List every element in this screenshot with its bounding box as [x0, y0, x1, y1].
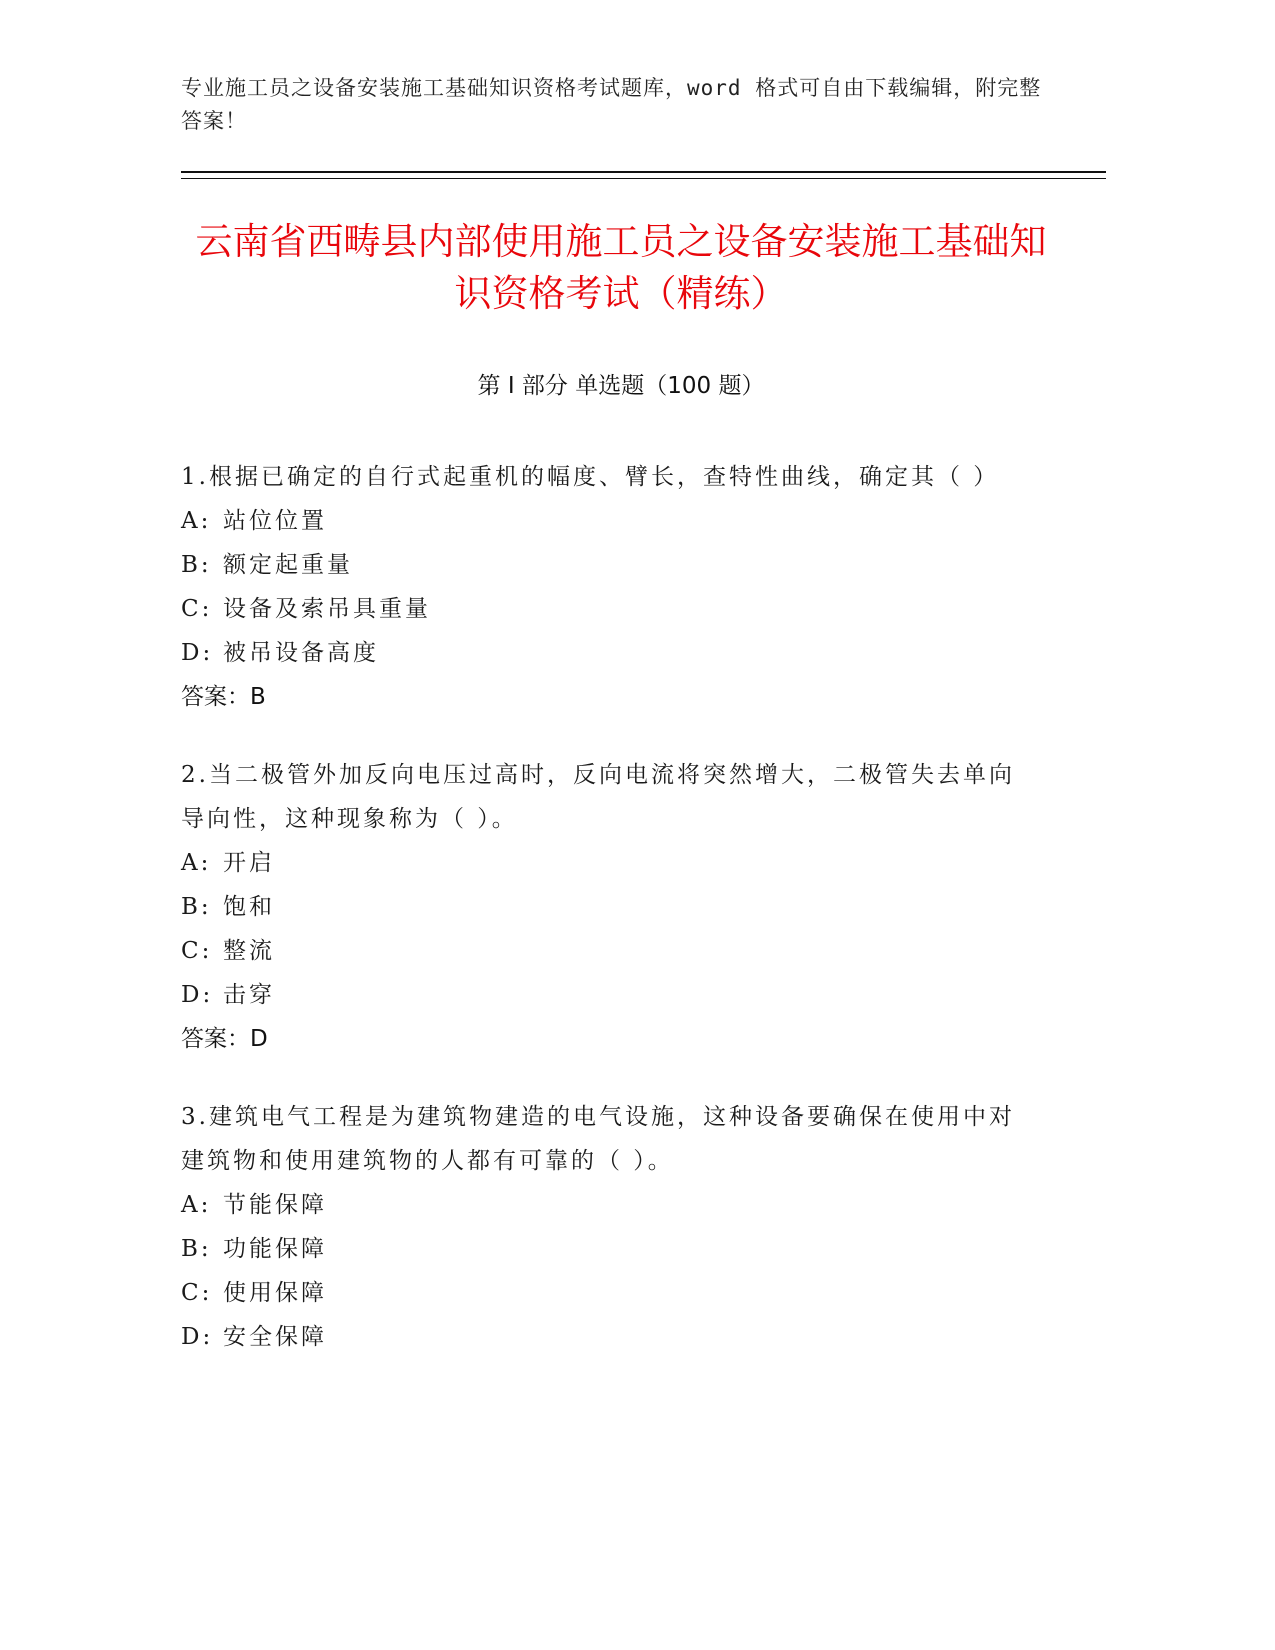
- option-letter: A:: [181, 850, 212, 876]
- option-c: [181, 929, 1021, 973]
- header-note: 专业施工员之设备安装施工基础知识资格考试题库，word 格式可自由下载编辑，附完整答案！: [181, 76, 1042, 133]
- option-text: 开启: [223, 850, 275, 876]
- question-1: [181, 455, 1021, 719]
- option-text: 节能保障: [223, 1192, 327, 1218]
- header-rule-thick: [181, 171, 1106, 173]
- answer-line: 答案：D: [181, 1026, 268, 1052]
- option-text: 设备及索吊具重量: [223, 596, 431, 622]
- option-letter: D:: [181, 1324, 214, 1350]
- option-text: 整流: [223, 938, 275, 964]
- document-title: 云南省西畴县内部使用施工员之设备安装施工基础知识资格考试（精练）: [195, 220, 1047, 315]
- option-letter: C:: [181, 1280, 213, 1306]
- answer-line: 答案：B: [181, 684, 266, 710]
- option-a: [181, 1183, 1021, 1227]
- option-text: 功能保障: [223, 1236, 327, 1262]
- question-2: [181, 753, 1021, 1061]
- option-text: 站位位置: [223, 508, 327, 534]
- option-b: [181, 885, 1021, 929]
- question-stem: 2.当二极管外加反向电压过高时，反向电流将突然增大，二极管失去单向导向性，这种现象称为（ ）。: [181, 762, 1015, 832]
- option-a: [181, 499, 1021, 543]
- option-text: 使用保障: [223, 1280, 327, 1306]
- option-letter: C:: [181, 596, 213, 622]
- option-letter: A:: [181, 1192, 212, 1218]
- option-letter: A:: [181, 508, 212, 534]
- option-letter: C:: [181, 938, 213, 964]
- option-b: [181, 543, 1021, 587]
- question-list: [181, 455, 1021, 1393]
- option-letter: D:: [181, 982, 214, 1008]
- header-rule-thin: [181, 178, 1106, 179]
- option-text: 饱和: [223, 894, 275, 920]
- option-d: [181, 631, 1021, 675]
- option-letter: B:: [181, 894, 212, 920]
- question-stem: 3.建筑电气工程是为建筑物建造的电气设施，这种设备要确保在使用中对建筑物和使用建筑物的人都有可靠的（ ）。: [181, 1104, 1015, 1174]
- question-3: [181, 1095, 1021, 1359]
- option-b: [181, 1227, 1021, 1271]
- option-c: [181, 1271, 1021, 1315]
- option-d: [181, 1315, 1021, 1359]
- option-text: 击穿: [223, 982, 275, 1008]
- option-letter: D:: [181, 640, 214, 666]
- option-text: 安全保障: [223, 1324, 327, 1350]
- option-c: [181, 587, 1021, 631]
- section-heading: 第 I 部分 单选题（100 题）: [477, 373, 765, 399]
- option-letter: B:: [181, 1236, 212, 1262]
- option-letter: B:: [181, 552, 212, 578]
- option-text: 被吊设备高度: [223, 640, 379, 666]
- option-d: [181, 973, 1021, 1017]
- option-a: [181, 841, 1021, 885]
- question-stem: 1.根据已确定的自行式起重机的幅度、臂长，查特性曲线，确定其（ ）: [181, 464, 1000, 490]
- option-text: 额定起重量: [223, 552, 353, 578]
